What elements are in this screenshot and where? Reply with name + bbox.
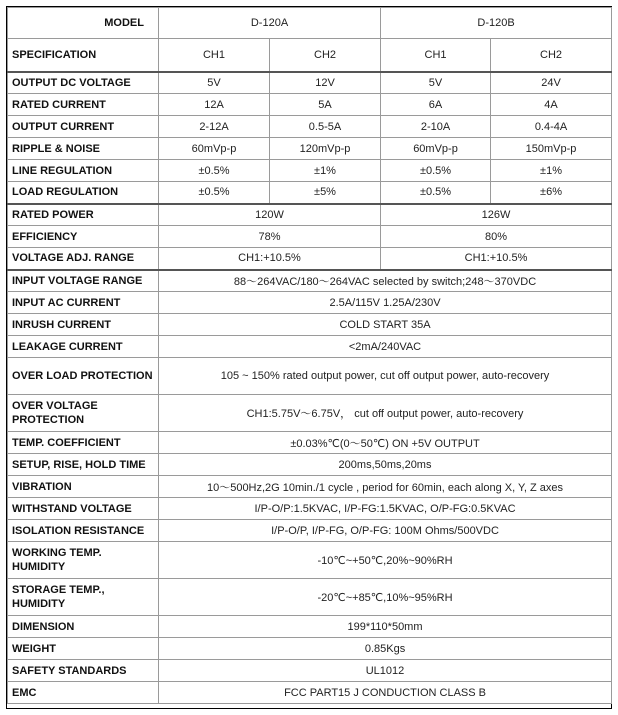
spec-label: RATED CURRENT [8, 94, 159, 116]
spec-value: 2-10A [381, 116, 491, 138]
spec-value: FCC PART15 J CONDUCTION CLASS B [159, 682, 612, 704]
model-name: D-120B [381, 8, 612, 39]
spec-row [8, 616, 612, 638]
spec-value: 12A [159, 94, 270, 116]
spec-label: RATED POWER [8, 204, 159, 226]
spec-label: SETUP, RISE, HOLD TIME [8, 454, 159, 476]
channel-name: CH1 [381, 39, 491, 72]
spec-label: ISOLATION RESISTANCE [8, 520, 159, 542]
spec-value: I/P-O/P:1.5KVAC, I/P-FG:1.5KVAC, O/P-FG:0.5KVAC [159, 498, 612, 520]
spec-row [8, 204, 612, 226]
spec-label: TEMP. COEFFICIENT [8, 432, 159, 454]
spec-value: ±0.5% [159, 160, 270, 182]
spec-row [8, 116, 612, 138]
spec-label: OVER LOAD PROTECTION [8, 358, 159, 395]
channel-header-row [8, 39, 612, 72]
spec-value: ±0.03%℃(0～50℃) ON +5V OUTPUT [159, 432, 612, 454]
spec-value: <2mA/240VAC [159, 336, 612, 358]
channel-spec-group [8, 72, 612, 204]
spec-label: OUTPUT DC VOLTAGE [8, 72, 159, 94]
spec-row [8, 314, 612, 336]
spec-value: 0.4-4A [491, 116, 612, 138]
spec-label: OUTPUT CURRENT [8, 116, 159, 138]
spec-label: SAFETY STANDARDS [8, 660, 159, 682]
channel-name: CH2 [491, 39, 612, 72]
spec-value: COLD START 35A [159, 314, 612, 336]
spec-row [8, 358, 612, 395]
spec-row [8, 138, 612, 160]
spec-value: 105 ~ 150% rated output power, cut off output power, auto-recovery [159, 358, 612, 395]
spec-row [8, 182, 612, 204]
spec-label: INPUT VOLTAGE RANGE [8, 270, 159, 292]
spec-value: 12V [270, 72, 381, 94]
spec-value: UL1012 [159, 660, 612, 682]
spec-label: WEIGHT [8, 638, 159, 660]
spec-value: 200ms,50ms,20ms [159, 454, 612, 476]
spec-label: DIMENSION [8, 616, 159, 638]
spec-row [8, 498, 612, 520]
spec-value: 2.5A/115V 1.25A/230V [159, 292, 612, 314]
spec-value: CH1:5.75V～6.75V， cut off output power, auto-recovery [159, 395, 612, 432]
specification-label: SPECIFICATION [8, 39, 159, 72]
spec-value: 78% [159, 226, 381, 248]
spec-value: ±5% [270, 182, 381, 204]
spec-value: ±0.5% [381, 160, 491, 182]
spec-row [8, 454, 612, 476]
spec-value: 199*110*50mm [159, 616, 612, 638]
model-name: D-120A [159, 8, 381, 39]
spec-label: OVER VOLTAGE PROTECTION [8, 395, 159, 432]
spec-row [8, 682, 612, 704]
spec-table [7, 7, 612, 704]
spec-value: 10～500Hz,2G 10min./1 cycle , period for 60min, each along X, Y, Z axes [159, 476, 612, 498]
spec-label: INRUSH CURRENT [8, 314, 159, 336]
spec-value: 80% [381, 226, 612, 248]
spec-value: 2-12A [159, 116, 270, 138]
model-spec-group [8, 204, 612, 270]
spec-value: 150mVp-p [491, 138, 612, 160]
spec-value: CH1:+10.5% [381, 248, 612, 270]
spec-label: WORKING TEMP. HUMIDITY [8, 542, 159, 579]
spec-value: 5A [270, 94, 381, 116]
model-header-row [8, 8, 612, 39]
spec-value: 6A [381, 94, 491, 116]
spec-row [8, 94, 612, 116]
spec-row [8, 579, 612, 616]
spec-label: WITHSTAND VOLTAGE [8, 498, 159, 520]
spec-value: 120mVp-p [270, 138, 381, 160]
spec-label: STORAGE TEMP., HUMIDITY [8, 579, 159, 616]
spec-value: 0.5-5A [270, 116, 381, 138]
spec-value: 60mVp-p [159, 138, 270, 160]
spec-label: INPUT AC CURRENT [8, 292, 159, 314]
channel-name: CH2 [270, 39, 381, 72]
spec-value: 0.85Kgs [159, 638, 612, 660]
spec-value: ±0.5% [159, 182, 270, 204]
spec-value: ±6% [491, 182, 612, 204]
spec-label: VIBRATION [8, 476, 159, 498]
spec-sheet [6, 6, 612, 709]
spec-value: 5V [159, 72, 270, 94]
spec-value: -10℃~+50℃,20%~90%RH [159, 542, 612, 579]
spec-value: 4A [491, 94, 612, 116]
spec-label: LEAKAGE CURRENT [8, 336, 159, 358]
spec-value: 126W [381, 204, 612, 226]
spec-row [8, 72, 612, 94]
spec-value: ±0.5% [381, 182, 491, 204]
spec-row [8, 160, 612, 182]
spec-label: LOAD REGULATION [8, 182, 159, 204]
spec-row [8, 226, 612, 248]
spec-value: 120W [159, 204, 381, 226]
channel-name: CH1 [159, 39, 270, 72]
spec-label: VOLTAGE ADJ. RANGE [8, 248, 159, 270]
common-spec-group [8, 270, 612, 704]
spec-row [8, 520, 612, 542]
spec-value: ±1% [270, 160, 381, 182]
spec-value: -20℃~+85℃,10%~95%RH [159, 579, 612, 616]
spec-label: EMC [8, 682, 159, 704]
model-label: MODEL [8, 8, 159, 39]
spec-row [8, 476, 612, 498]
spec-row [8, 638, 612, 660]
spec-value: 88～264VAC/180～264VAC selected by switch;248～370VDC [159, 270, 612, 292]
spec-row [8, 432, 612, 454]
spec-value: ±1% [491, 160, 612, 182]
spec-row [8, 542, 612, 579]
spec-row [8, 660, 612, 682]
spec-row [8, 292, 612, 314]
spec-value: CH1:+10.5% [159, 248, 381, 270]
spec-row [8, 336, 612, 358]
spec-label: LINE REGULATION [8, 160, 159, 182]
spec-row [8, 270, 612, 292]
spec-label: EFFICIENCY [8, 226, 159, 248]
spec-label: RIPPLE & NOISE [8, 138, 159, 160]
spec-row [8, 395, 612, 432]
spec-value: I/P-O/P, I/P-FG, O/P-FG: 100M Ohms/500VDC [159, 520, 612, 542]
spec-value: 5V [381, 72, 491, 94]
spec-value: 60mVp-p [381, 138, 491, 160]
spec-value: 24V [491, 72, 612, 94]
spec-row [8, 248, 612, 270]
